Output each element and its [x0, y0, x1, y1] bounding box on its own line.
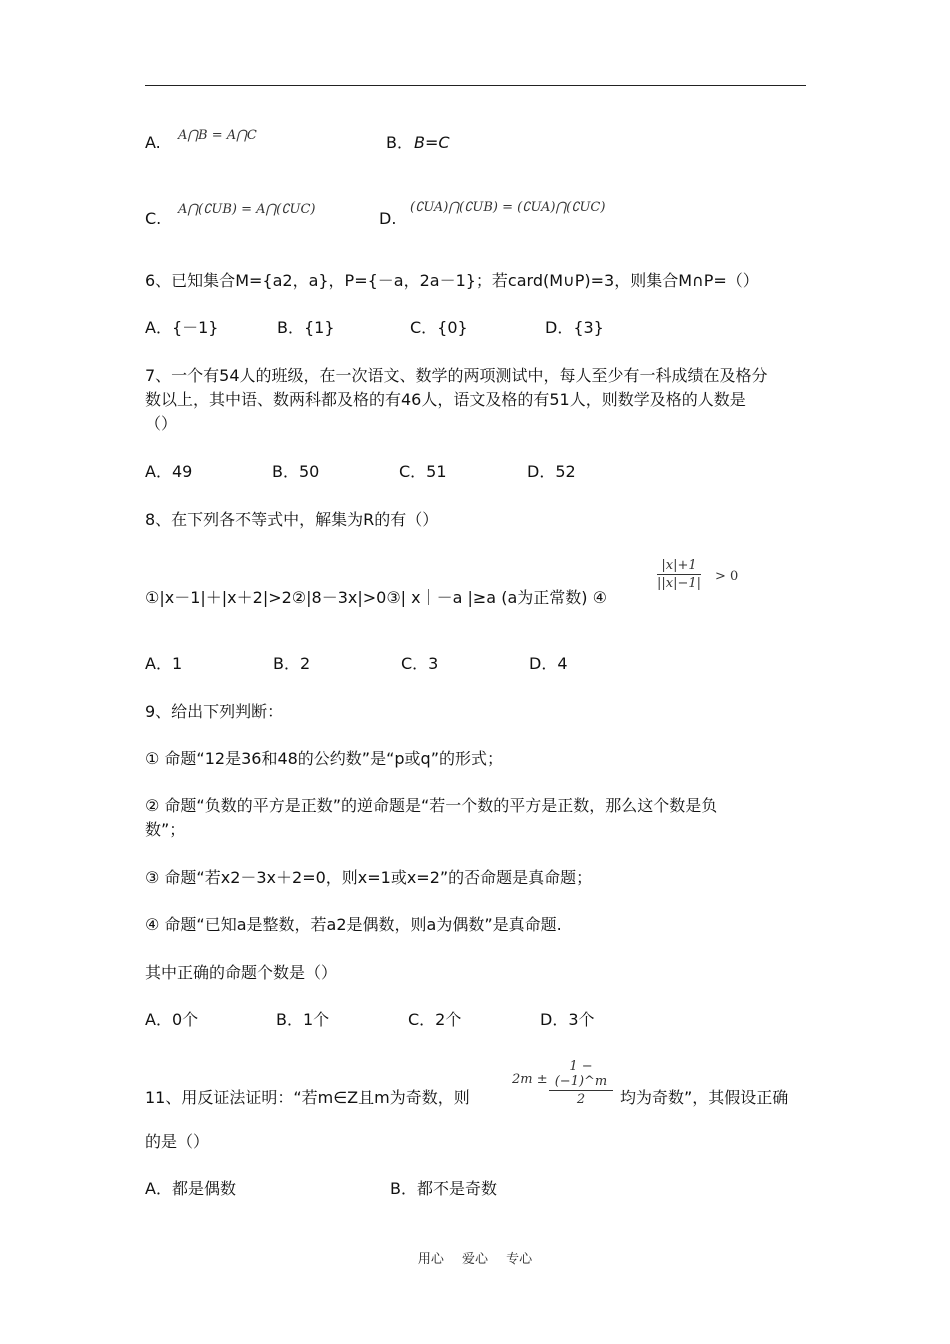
q6-stem-text: M={a2，a}，P={－a，2a－1}；若card(M∪P)=3，则集合M∩P=（）	[235, 271, 759, 290]
q11-stem-c: 的是（）	[145, 1132, 210, 1151]
q5-option-c-label: C.	[145, 209, 162, 228]
q8-item4-fraction	[657, 558, 701, 591]
q9-statement-4: ④ 命题“已知a是整数，若a2是偶数，则a为偶数”是真命题.	[145, 915, 562, 934]
header-rule	[145, 85, 806, 86]
q9-stem: 9、给出下列判断：	[145, 702, 284, 721]
q6-option-b: B．{1}	[277, 318, 335, 337]
q7-stem-line3: （）	[145, 414, 178, 433]
page-footer: 用心 爱心 专心	[417, 1252, 533, 1267]
q8-option-d: D．4	[529, 654, 568, 673]
q8-option-a: A．1	[145, 654, 183, 673]
q9-statement-2-line1: ② 命题“负数的平方是正数”的逆命题是“若一个数的平方是正数，那么这个数是负	[145, 796, 718, 815]
q8-option-b: B．2	[273, 654, 311, 673]
q7-option-a: A．49	[145, 462, 193, 481]
q5-option-a-label: A.	[145, 133, 161, 152]
q8-items: ①|x－1|＋|x＋2|>2②|8－3x|>0③| x｜－a |≥a (a为正常数) ④	[145, 588, 607, 607]
q5-option-c-formula: A⋂(∁UB) = A⋂(∁UC)	[178, 202, 316, 217]
q11-option-b: B．都不是奇数	[390, 1179, 497, 1198]
q8-option-c: C．3	[401, 654, 439, 673]
q8-frac-rhs: > 0	[715, 569, 739, 584]
q9-option-a: A．0个	[145, 1010, 199, 1029]
q11-option-a: A．都是偶数	[145, 1179, 236, 1198]
q5-option-d-label: D.	[379, 209, 397, 228]
q9-statement-1: ① 命题“12是36和48的公约数”是“p或q”的形式；	[145, 749, 503, 768]
q11-frac-denominator: 2	[576, 1092, 586, 1107]
q7-option-b: B．50	[272, 462, 320, 481]
q8-frac-denominator: ||x|−1|	[657, 576, 702, 591]
q9-statement-2-line2: 数”；	[145, 820, 186, 839]
q9-statement-3: ③ 命题“若x2－3x＋2=0，则x=1或x=2”的否命题是真命题；	[145, 868, 593, 887]
q9-option-c: C．2个	[408, 1010, 462, 1029]
q5-option-a-formula: A⋂B = A⋂C	[178, 128, 257, 143]
q6-option-a: A．{－1}	[145, 318, 219, 337]
q7-stem-line1: 7、一个有54人的班级，在一次语文、数学的两项测试中，每人至少有一科成绩在及格分	[145, 366, 768, 385]
q5-option-d-formula: (∁UA)⋂(∁UB) = (∁UA)⋂(∁UC)	[410, 200, 606, 215]
q11-fraction	[549, 1059, 613, 1107]
q7-option-c: C．51	[399, 462, 447, 481]
q6-stem	[145, 269, 759, 293]
q5-option-b-label: B．	[386, 133, 413, 152]
q11-frac-numerator: 1 − (−1)^m	[554, 1059, 608, 1089]
q6-stem-prefix: 6、已知集合	[145, 271, 236, 290]
q7-option-d: D．52	[527, 462, 576, 481]
q9-option-b: B．1个	[276, 1010, 330, 1029]
q8-stem: 8、在下列各不等式中，解集为R的有（）	[145, 510, 439, 529]
q11-frac-bar	[549, 1090, 613, 1091]
q9-question: 其中正确的命题个数是（）	[145, 963, 338, 982]
q11-stem-b: 均为奇数”，其假设正确	[620, 1088, 789, 1107]
q6-option-c: C．{0}	[410, 318, 468, 337]
q5-option-b-text: B=C	[414, 133, 450, 152]
q6-option-d: D．{3}	[545, 318, 604, 337]
q8-frac-bar	[657, 574, 701, 575]
q8-frac-numerator: |x|+1	[661, 558, 697, 573]
q11-expr-lead: 2m ±	[512, 1072, 548, 1087]
q7-stem-line2: 数以上，其中语、数两科都及格的有46人，语文及格的有51人，则数学及格的人数是	[145, 390, 746, 409]
q9-option-d: D．3个	[540, 1010, 595, 1029]
q11-stem-a: 11、用反证法证明：“若m∈Z且m为奇数，则	[145, 1088, 470, 1107]
